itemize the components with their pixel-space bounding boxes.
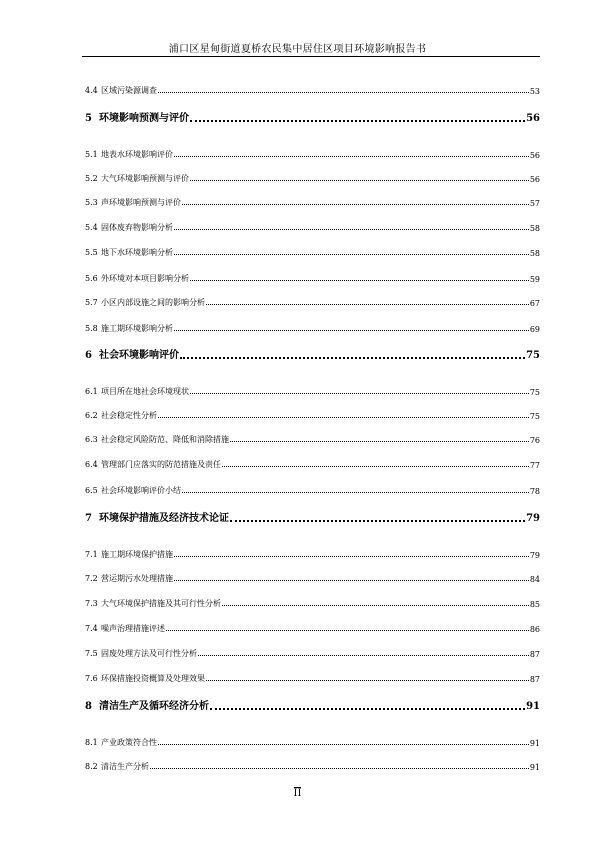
toc-entry-title: 社会稳定风险防范、降低和消除措施	[101, 435, 229, 444]
toc-entry-title: 施工期环境保护措施	[101, 550, 173, 559]
toc-dot-leader	[230, 520, 525, 522]
toc-section-entry[interactable]	[85, 322, 540, 334]
toc-dot-leader	[222, 605, 529, 606]
toc-entry-title: 营运期污水处理措施	[101, 574, 173, 583]
toc-entry-number: 7.3	[85, 599, 98, 608]
toc-entry-page: 78	[529, 487, 540, 496]
toc-section-entry[interactable]	[85, 84, 540, 96]
toc-entry-title: 小区内部设施之间的影响分析	[101, 298, 205, 307]
toc-entry-title: 社会环境影响评价	[99, 350, 179, 361]
toc-dot-leader	[230, 441, 529, 442]
toc-section-entry[interactable]	[85, 597, 540, 609]
toc-entry-page: 75	[529, 388, 540, 397]
toc-entry-title: 大气环境影响预测与评价	[101, 174, 189, 183]
toc-entry-number: 5.5	[85, 248, 98, 257]
header-divider	[82, 56, 540, 57]
toc-entry-number: 7	[85, 513, 92, 524]
toc-entry-label	[85, 173, 189, 184]
toc-chapter-entry[interactable]	[85, 510, 540, 524]
toc-section-entry[interactable]	[85, 622, 540, 634]
toc-chapter-entry[interactable]	[85, 110, 540, 124]
toc-entry-number: 5.6	[85, 274, 98, 283]
toc-dot-leader	[158, 417, 529, 418]
toc-entry-page: 56	[526, 113, 540, 124]
toc-section-entry[interactable]	[85, 148, 540, 160]
toc-section-entry[interactable]	[85, 647, 540, 659]
toc-section-entry[interactable]	[85, 458, 540, 470]
toc-entry-title: 社会稳定性分析	[101, 411, 157, 420]
toc-dot-leader	[182, 204, 529, 205]
toc-entry-number: 5.2	[85, 174, 98, 183]
toc-entry-label	[85, 434, 229, 445]
toc-entry-page: 53	[529, 87, 540, 96]
toc-entry-title: 外环境对本项目影响分析	[101, 274, 189, 283]
toc-section-entry[interactable]	[85, 246, 540, 258]
toc-section-entry[interactable]	[85, 760, 540, 772]
toc-entry-label	[85, 459, 221, 470]
toc-dot-leader	[190, 393, 529, 394]
toc-entry-number: 5	[85, 113, 92, 124]
toc-entry-label	[85, 697, 209, 712]
toc-entry-page: 84	[529, 575, 540, 584]
toc-entry-label	[85, 761, 149, 772]
toc-dot-leader	[190, 120, 525, 122]
toc-entry-page: 87	[529, 650, 540, 659]
toc-dot-leader	[180, 357, 525, 359]
toc-dot-leader	[158, 92, 529, 93]
toc-entry-label	[85, 485, 181, 496]
toc-entry-number: 6	[85, 350, 92, 361]
toc-entry-label	[85, 323, 173, 334]
toc-entry-page: 79	[529, 551, 540, 560]
toc-entry-page: 91	[526, 701, 540, 712]
toc-entry-title: 固废处理方法及可行性分析	[101, 649, 197, 658]
toc-entry-page: 76	[529, 436, 540, 445]
toc-entry-page: 58	[529, 224, 540, 233]
toc-entry-label	[85, 109, 189, 124]
toc-entry-title: 环境影响预测与评价	[99, 113, 189, 124]
toc-entry-label	[85, 386, 189, 397]
toc-section-entry[interactable]	[85, 433, 540, 445]
toc-section-entry[interactable]	[85, 272, 540, 284]
toc-entry-page: 75	[529, 412, 540, 421]
toc-dot-leader	[174, 330, 529, 331]
toc-chapter-entry[interactable]	[85, 698, 540, 712]
toc-dot-leader	[222, 466, 529, 467]
toc-entry-title: 声环境影响预测与评价	[101, 198, 181, 207]
toc-section-entry[interactable]	[85, 572, 540, 584]
page-header-title: 浦口区星甸街道夏桥农民集中居住区项目环境影响报告书	[168, 44, 427, 55]
toc-entry-page: 67	[529, 299, 540, 308]
toc-entry-number: 6.5	[85, 486, 98, 495]
toc-entry-number: 5.7	[85, 298, 98, 307]
toc-entry-title: 环保措施投资概算及处理效果	[101, 674, 205, 683]
toc-entry-title: 施工期环境影响分析	[101, 324, 173, 333]
toc-entry-number: 8.1	[85, 738, 98, 747]
toc-entry-title: 大气环境保护措施及其可行性分析	[101, 599, 221, 608]
toc-dot-leader	[174, 156, 529, 157]
toc-dot-leader	[206, 680, 529, 681]
toc-section-entry[interactable]	[85, 196, 540, 208]
toc-entry-number: 6.3	[85, 435, 98, 444]
toc-entry-label	[85, 297, 205, 308]
toc-entry-number: 5.1	[85, 150, 98, 159]
toc-entry-number: 7.1	[85, 550, 98, 559]
toc-dot-leader	[150, 768, 529, 769]
toc-entry-label	[85, 509, 229, 524]
toc-entry-number: 8	[85, 701, 92, 712]
toc-entry-page: 59	[529, 275, 540, 284]
toc-entry-page: 77	[529, 461, 540, 470]
toc-entry-label	[85, 737, 157, 748]
toc-entry-page: 91	[529, 763, 540, 772]
toc-dot-leader	[206, 304, 529, 305]
toc-entry-number: 6.4	[85, 460, 98, 469]
toc-entry-number: 5.4	[85, 223, 98, 232]
toc-entry-label	[85, 247, 173, 258]
page-number-label: II	[293, 788, 302, 799]
toc-entry-page: 57	[529, 199, 540, 208]
toc-dot-leader	[174, 556, 529, 557]
toc-section-entry[interactable]	[85, 484, 540, 496]
toc-entry-title: 噪声治理措施评述	[101, 624, 165, 633]
toc-entry-number: 7.4	[85, 624, 98, 633]
toc-entry-number: 6.2	[85, 411, 98, 420]
toc-entry-number: 6.1	[85, 387, 98, 396]
toc-entry-number: 7.2	[85, 574, 98, 583]
toc-entry-page: 79	[526, 513, 540, 524]
toc-entry-label	[85, 85, 157, 96]
toc-entry-title: 管理部门应落实的防范措施及责任	[101, 460, 221, 469]
toc-entry-page: 56	[529, 175, 540, 184]
toc-entry-title: 清洁生产分析	[101, 762, 149, 771]
toc-entry-page: 58	[529, 249, 540, 258]
toc-dot-leader	[198, 655, 529, 656]
toc-dot-leader	[166, 630, 529, 631]
toc-dot-leader	[182, 492, 529, 493]
toc-section-entry[interactable]	[85, 548, 540, 560]
toc-entry-label	[85, 149, 173, 160]
toc-entry-number: 5.3	[85, 198, 98, 207]
toc-entry-label	[85, 410, 157, 421]
toc-section-entry[interactable]	[85, 409, 540, 421]
toc-entry-number: 7.5	[85, 649, 98, 658]
toc-section-entry[interactable]	[85, 672, 540, 684]
toc-entry-page: 91	[529, 739, 540, 748]
toc-dot-leader	[158, 744, 529, 745]
toc-dot-leader	[210, 708, 525, 710]
toc-entry-label	[85, 346, 179, 361]
toc-entry-label	[85, 648, 197, 659]
toc-entry-title: 项目所在地社会环境现状	[101, 387, 189, 396]
toc-entry-title: 区域污染源调查	[101, 86, 157, 95]
toc-entry-page: 75	[526, 350, 540, 361]
toc-section-entry[interactable]	[85, 736, 540, 748]
toc-entry-page: 69	[529, 325, 540, 334]
toc-entry-number: 4.4	[85, 86, 98, 95]
toc-entry-page: 87	[529, 675, 540, 684]
toc-entry-title: 固体废弃物影响分析	[101, 223, 173, 232]
toc-entry-title: 环境保护措施及经济技术论证	[99, 513, 229, 524]
toc-entry-title: 社会环境影响评价小结	[101, 486, 181, 495]
page-number	[0, 788, 595, 799]
toc-entry-number: 5.8	[85, 324, 98, 333]
toc-dot-leader	[190, 180, 529, 181]
toc-section-entry[interactable]	[85, 296, 540, 308]
toc-dot-leader	[174, 580, 529, 581]
toc-entry-number: 7.6	[85, 674, 98, 683]
toc-entry-label	[85, 549, 173, 560]
toc-chapter-entry[interactable]	[85, 347, 540, 361]
toc-entry-label	[85, 273, 189, 284]
toc-entry-label	[85, 197, 181, 208]
toc-entry-page: 85	[529, 600, 540, 609]
toc-section-entry[interactable]	[85, 385, 540, 397]
toc-entry-title: 产业政策符合性	[101, 738, 157, 747]
toc-entry-page: 56	[529, 151, 540, 160]
toc-entry-page: 86	[529, 625, 540, 634]
toc-entry-label	[85, 573, 173, 584]
toc-entry-title: 清洁生产及循环经济分析	[99, 701, 209, 712]
toc-entry-label	[85, 673, 205, 684]
toc-section-entry[interactable]	[85, 172, 540, 184]
toc-section-entry[interactable]	[85, 221, 540, 233]
toc-entry-title: 地下水环境影响分析	[101, 248, 173, 257]
toc-dot-leader	[190, 280, 529, 281]
toc-entry-number: 8.2	[85, 762, 98, 771]
toc-entry-title: 地表水环境影响评价	[101, 150, 173, 159]
toc-entry-label	[85, 222, 173, 233]
toc-entry-label	[85, 598, 221, 609]
toc-entry-label	[85, 623, 165, 634]
toc-dot-leader	[174, 254, 529, 255]
toc-dot-leader	[174, 229, 529, 230]
